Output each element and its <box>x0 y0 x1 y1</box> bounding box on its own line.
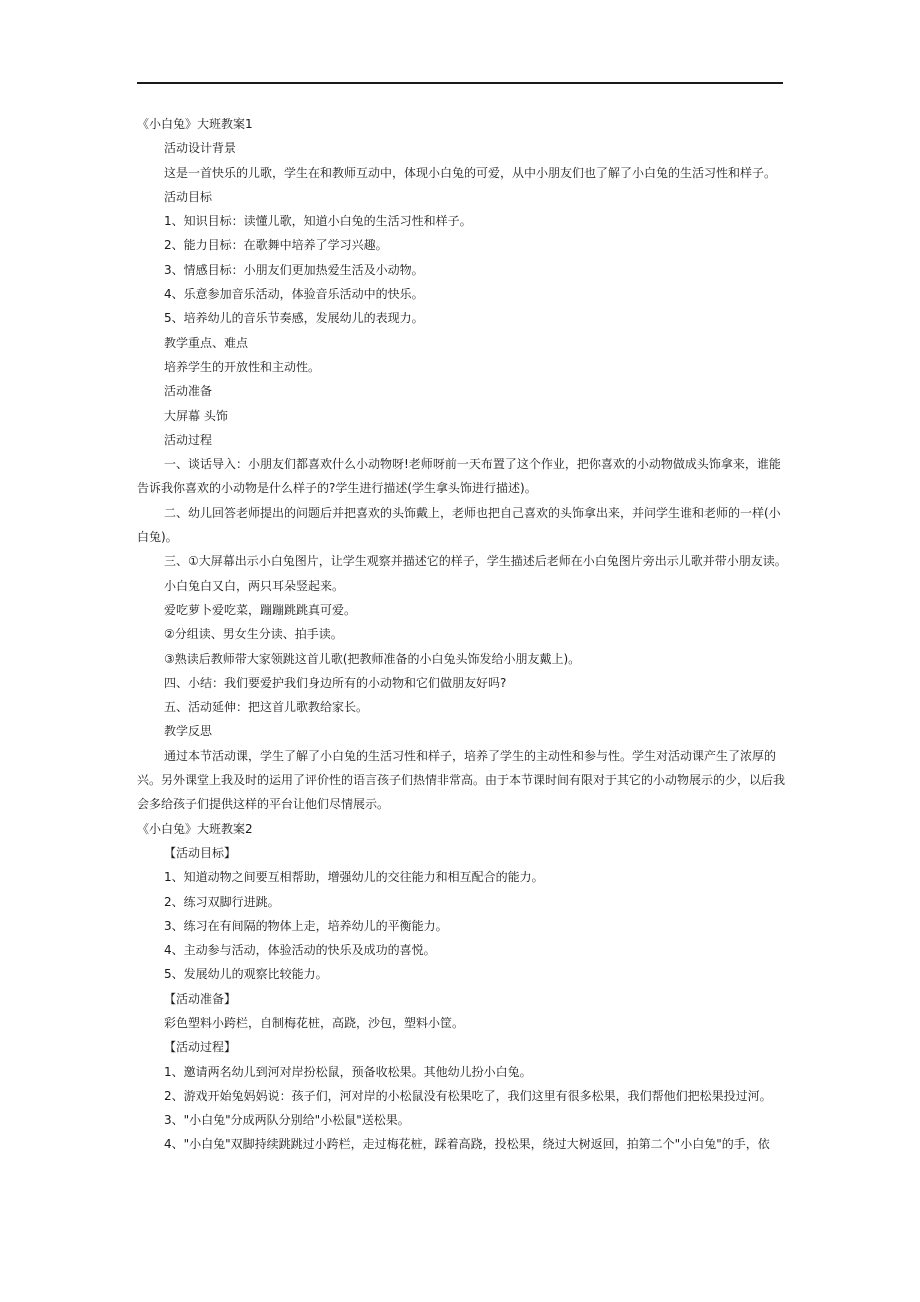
paragraph: 3、"小白兔"分成两队分别给"小松鼠"送松果。 <box>164 1113 410 1128</box>
paragraph: 1、知道动物之间要互相帮助，增强幼儿的交往能力和相互配合的能力。 <box>164 870 544 885</box>
paragraph: ②分组读、男女生分读、拍手读。 <box>164 627 343 642</box>
paragraph: 【活动准备】 <box>164 991 237 1006</box>
paragraph: 小白兔白又白，两只耳朵竖起来。 <box>164 578 345 593</box>
paragraph: 3、练习在有间隔的物体上走，培养幼儿的平衡能力。 <box>164 918 448 933</box>
paragraph: 二、幼儿回答老师提出的问题后并把喜欢的头饰戴上，老师也把自己喜欢的头饰拿出来，并问学生谁和老师的一样(小白兔)。 <box>137 505 781 545</box>
paragraph: 5、发展幼儿的观察比较能力。 <box>164 967 328 982</box>
paragraph: 一、谈话导入：小朋友们都喜欢什么小动物呀!老师呀前一天布置了这个作业，把你喜欢的小动物做成头饰拿来，谁能告诉我你喜欢的小动物是什么样子的?学生进行描述(学生拿头饰进行描述)。 <box>137 457 781 496</box>
paragraph: 教学重点、难点 <box>164 335 249 350</box>
paragraph: 【活动目标】 <box>164 845 237 860</box>
paragraph: 2、练习双脚行进跳。 <box>164 894 280 909</box>
header-rule <box>137 82 783 84</box>
paragraph: 四、小结：我们要爱护我们身边所有的小动物和它们做朋友好吗? <box>164 675 507 690</box>
paragraph: 活动设计背景 <box>164 141 237 156</box>
paragraph: 三、①大屏幕出示小白兔图片，让学生观察并描述它的样子，学生描述后老师在小白兔图片旁出示儿歌并带小朋友读。 <box>164 554 787 569</box>
paragraph: 4、主动参与活动，体验活动的快乐及成功的喜悦。 <box>164 943 436 958</box>
paragraph: 爱吃萝卜爱吃菜，蹦蹦跳跳真可爱。 <box>164 602 357 617</box>
paragraph: 【活动过程】 <box>164 1040 237 1055</box>
paragraph: 这是一首快乐的儿歌，学生在和教师互动中，体现小白兔的可爱，从中小朋友们也了解了小白兔的生活习性和样子。 <box>164 165 777 180</box>
paragraph: 活动准备 <box>164 384 213 399</box>
paragraph: 2、能力目标：在歌舞中培养了学习兴趣。 <box>164 238 388 253</box>
paragraph: 活动目标 <box>164 189 213 204</box>
section-title: 《小白兔》大班教案1 <box>137 117 253 131</box>
document-body <box>137 112 787 1157</box>
paragraph: 培养学生的开放性和主动性。 <box>164 359 321 374</box>
section-title: 《小白兔》大班教案2 <box>137 821 253 836</box>
paragraph: 五、活动延伸：把这首儿歌教给家长。 <box>164 700 369 715</box>
paragraph: 1、知识目标：读懂儿歌，知道小白兔的生活习性和样子。 <box>164 214 472 229</box>
paragraph: 4、"小白兔"双脚持续跳跳过小跨栏，走过梅花桩，踩着高跷，投松果，绕过大树返回，拍第二个"小白兔"的手，依 <box>164 1137 770 1152</box>
paragraph: 3、情感目标：小朋友们更加热爱生活及小动物。 <box>164 262 424 277</box>
paragraph: ③熟读后教师带大家领跳这首儿歌(把教师准备的小白兔头饰发给小朋友戴上)。 <box>164 651 581 666</box>
paragraph: 4、乐意参加音乐活动，体验音乐活动中的快乐。 <box>164 287 424 302</box>
paragraph: 大屏幕 头饰 <box>164 408 228 423</box>
paragraph: 活动过程 <box>164 432 213 447</box>
paragraph: 彩色塑料小跨栏，自制梅花桩，高跷，沙包，塑料小筐。 <box>164 1015 465 1030</box>
paragraph: 教学反思 <box>164 724 213 739</box>
paragraph: 2、游戏开始兔妈妈说：孩子们，河对岸的小松鼠没有松果吃了，我们这里有很多松果，我们帮他们把松果投过河。 <box>164 1088 772 1103</box>
paragraph: 5、培养幼儿的音乐节奏感，发展幼儿的表现力。 <box>164 311 424 326</box>
paragraph: 通过本节活动课，学生了解了小白兔的生活习性和样子，培养了学生的主动性和参与性。学生对活动课产生了浓厚的兴。另外课堂上我及时的运用了评价性的语言孩子们热情非常高。由于本节课时间有限对于其它的小动物展示的少，以后我会多给孩子们提供这样的平台让他们尽情展示。 <box>137 748 786 812</box>
paragraph: 1、邀请两名幼儿到河对岸扮松鼠，预备收松果。其他幼儿扮小白兔。 <box>164 1064 532 1079</box>
